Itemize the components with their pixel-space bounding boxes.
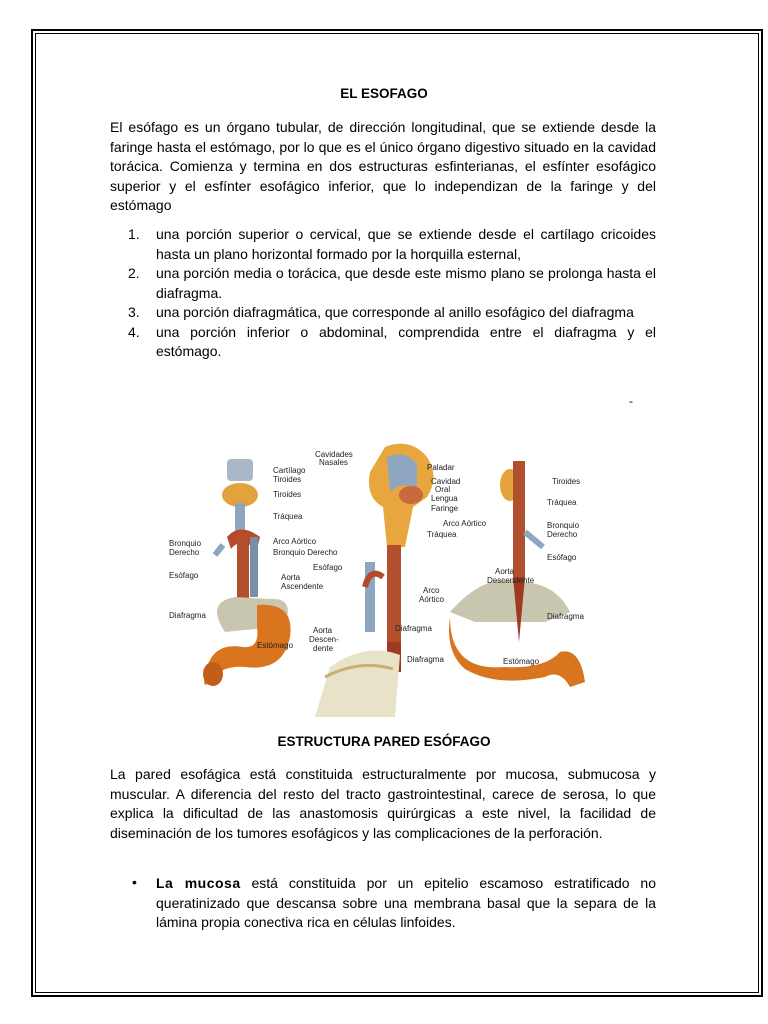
svg-text:Diafragma: Diafragma [169, 611, 206, 620]
svg-text:Estómago: Estómago [257, 641, 294, 650]
right-anatomy-panel [449, 461, 585, 687]
svg-text:Arco Aórtico: Arco Aórtico [273, 537, 317, 546]
list-item: 4. una porción inferior o abdominal, comprendida entre el diafragma y el estómago. [128, 323, 656, 359]
intro-paragraph: El esófago es un órgano tubular, de dirección longitudinal, que se extiende desde la faringe hasta el estómago, por lo que es el único órgano digestivo situado en la cavidad torácica. Comienza y termina en dos estructuras esfinterianas, el esfínter esofágico superior y el esfínter esofágico inferior, que lo independizan de la faringe y del estómago [110, 119, 656, 213]
svg-text:Estómago: Estómago [503, 657, 540, 666]
svg-text:Oral: Oral [435, 485, 451, 494]
svg-text:Diafragma: Diafragma [547, 612, 584, 621]
svg-text:Descen-: Descen- [309, 635, 339, 644]
svg-text:Descendente: Descendente [487, 576, 535, 585]
svg-text:Aorta: Aorta [313, 626, 333, 635]
svg-text:Tiroides: Tiroides [273, 490, 302, 499]
svg-text:Aórtico: Aórtico [419, 595, 444, 604]
portions-list [128, 225, 656, 362]
svg-text:Aorta: Aorta [495, 567, 515, 576]
svg-text:Tráquea: Tráquea [427, 530, 457, 539]
svg-text:Bronquio Derecho: Bronquio Derecho [273, 548, 338, 557]
svg-text:Cartílago: Cartílago [273, 466, 306, 475]
stray-mark: - [629, 394, 633, 408]
bullet-icon: • [132, 874, 137, 890]
list-item: 2. una porción media o torácica, que desde este mismo plano se prolonga hasta el diafragma. [128, 265, 656, 301]
svg-text:Esófago: Esófago [313, 563, 343, 572]
svg-text:Faringe: Faringe [431, 504, 459, 513]
mucosa-term: La mucosa [156, 875, 241, 891]
middle-anatomy-panel [315, 444, 434, 717]
svg-text:Aorta: Aorta [281, 573, 301, 582]
svg-text:Cavidad: Cavidad [431, 477, 461, 486]
svg-text:Diafragma: Diafragma [407, 655, 444, 664]
svg-text:Arco: Arco [423, 586, 440, 595]
svg-text:Tráquea: Tráquea [547, 498, 577, 507]
svg-text:Cavidades: Cavidades [315, 450, 353, 459]
svg-text:Nasales: Nasales [319, 458, 348, 467]
mucosa-bullet: La mucosa está constituida por un epitelio escamoso estratificado no queratinizado que descansa sobre una membrana basal que la separa de la lámina propia conectiva rica en células linfoides. [156, 875, 657, 930]
list-item: 3. una porción diafragmática, que corresponde al anillo esofágico del diafragma [128, 304, 634, 320]
right-figure-labels [487, 477, 584, 666]
section2-title: ESTRUCTURA PARED ESÓFAGO [277, 734, 491, 749]
svg-text:Ascendente: Ascendente [281, 582, 324, 591]
svg-text:Esófago: Esófago [547, 553, 577, 562]
section2-paragraph: La pared esofágica está constituida estructuralmente por mucosa, submucosa y muscular. A diferencia del resto del tracto gastrointestinal, carece de serosa, lo que explica la dificultad de las anastomosis quirúrgicas a este nivel, la facilidad de diseminación de los tumores esofágicos y las complicaciones de la perforación. [110, 766, 656, 841]
svg-text:Arco Aórtico: Arco Aórtico [443, 519, 487, 528]
svg-text:dente: dente [313, 644, 334, 653]
svg-text:Bronquio: Bronquio [169, 539, 202, 548]
svg-text:Derecho: Derecho [169, 548, 200, 557]
esophagus-anatomy-figure [165, 437, 593, 717]
svg-text:Tiroides: Tiroides [552, 477, 581, 486]
svg-text:Paladar: Paladar [427, 463, 455, 472]
svg-text:Tráquea: Tráquea [273, 512, 303, 521]
list-item: 1. una porción superior o cervical, que se extiende desde el cartílago cricoides hasta un plano horizontal formado por la horquilla esternal, [128, 226, 656, 262]
svg-text:Diafragma: Diafragma [395, 624, 432, 633]
svg-text:Bronquio: Bronquio [547, 521, 580, 530]
svg-text:Derecho: Derecho [547, 530, 578, 539]
svg-text:Lengua: Lengua [431, 494, 458, 503]
svg-text:Tiroides: Tiroides [273, 475, 302, 484]
svg-text:Esófago: Esófago [169, 571, 199, 580]
document-title: EL ESOFAGO [340, 86, 428, 101]
